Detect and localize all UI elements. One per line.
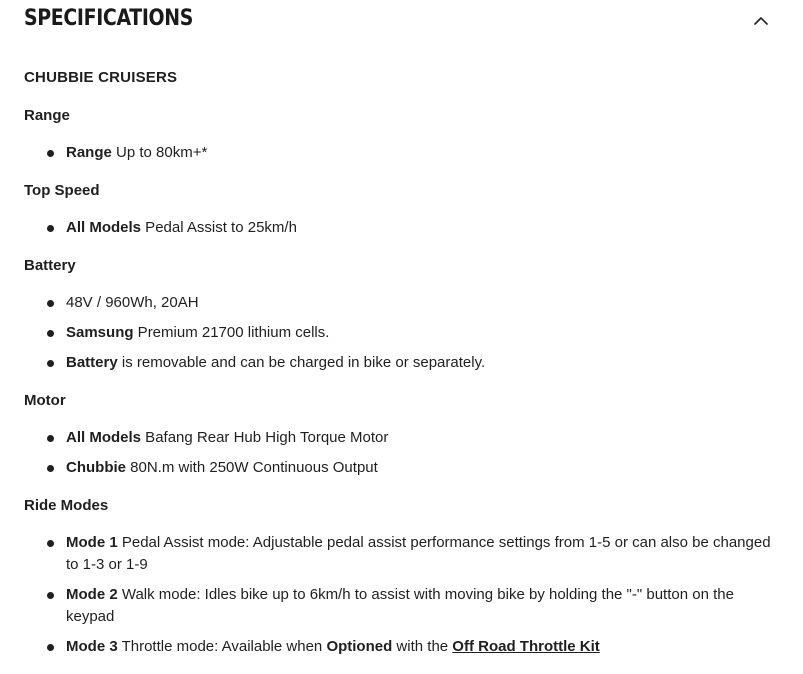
item-text: Bafang Rear Hub High Torque Motor bbox=[141, 429, 389, 446]
item-text: Premium 21700 lithium cells. bbox=[133, 324, 330, 341]
spec-list-motor bbox=[24, 427, 784, 479]
specifications-accordion-header[interactable] bbox=[24, 0, 774, 44]
bullet-icon bbox=[47, 644, 54, 651]
product-line-title: CHUBBIE CRUISERS bbox=[24, 69, 178, 86]
bullet-icon bbox=[47, 300, 54, 307]
item-label: All Models bbox=[66, 219, 142, 236]
bullet-icon bbox=[47, 540, 54, 547]
bullet-icon bbox=[47, 360, 54, 367]
item-label: Mode 2 bbox=[66, 586, 118, 603]
list-item bbox=[24, 427, 784, 449]
item-label: Mode 3 bbox=[66, 638, 118, 655]
list-item bbox=[24, 584, 784, 628]
bullet-icon bbox=[47, 330, 54, 337]
list-item bbox=[24, 457, 784, 479]
off-road-throttle-kit-link[interactable]: Off Road Throttle Kit bbox=[452, 638, 600, 655]
bullet-icon bbox=[47, 435, 54, 442]
item-label: Samsung bbox=[66, 324, 134, 341]
item-label: All Models bbox=[66, 429, 142, 446]
item-text: 80N.m with 250W Continuous Output bbox=[126, 459, 378, 476]
item-text: Throttle mode: Available when bbox=[117, 638, 327, 655]
chevron-up-icon bbox=[750, 10, 772, 32]
spec-list-battery bbox=[24, 292, 784, 374]
accordion-title: SPECIFICATIONS bbox=[24, 6, 194, 31]
item-emphasis: Optioned bbox=[326, 638, 393, 655]
section-title-range: Range bbox=[24, 107, 70, 124]
list-item bbox=[24, 322, 784, 344]
section-title-battery: Battery bbox=[24, 257, 76, 274]
list-item bbox=[24, 292, 784, 314]
list-item bbox=[24, 352, 784, 374]
bullet-icon bbox=[47, 592, 54, 599]
spec-list-top-speed bbox=[24, 217, 784, 239]
item-text-2: with the bbox=[392, 638, 453, 655]
item-text: Up to 80km+* bbox=[111, 144, 208, 161]
item-text: Pedal Assist mode: Adjustable pedal assist performance settings from 1-5 or can also be changed to 1-3 or 1-9 bbox=[66, 534, 771, 573]
item-label: Battery bbox=[66, 354, 118, 371]
list-item bbox=[24, 217, 784, 239]
bullet-icon bbox=[47, 150, 54, 157]
bullet-icon bbox=[47, 465, 54, 472]
section-title-ride-modes: Ride Modes bbox=[24, 497, 109, 514]
item-label: Chubbie bbox=[66, 459, 126, 476]
spec-list-range bbox=[24, 142, 784, 164]
item-text: 48V / 960Wh, 20AH bbox=[66, 294, 199, 311]
section-title-top-speed: Top Speed bbox=[24, 182, 100, 199]
collapse-button[interactable] bbox=[750, 10, 772, 32]
item-text: is removable and can be charged in bike or separately. bbox=[117, 354, 486, 371]
section-title-motor: Motor bbox=[24, 392, 66, 409]
item-label: Mode 1 bbox=[66, 534, 118, 551]
item-text: Pedal Assist to 25km/h bbox=[141, 219, 297, 236]
item-label: Range bbox=[66, 144, 112, 161]
list-item bbox=[24, 532, 784, 576]
specifications-content bbox=[24, 67, 784, 674]
bullet-icon bbox=[47, 225, 54, 232]
list-item bbox=[24, 142, 784, 164]
list-item bbox=[24, 636, 784, 658]
spec-list-ride-modes bbox=[24, 532, 784, 658]
item-text: Walk mode: Idles bike up to 6km/h to assist with moving bike by holding the "-" button on the keypad bbox=[66, 586, 734, 625]
